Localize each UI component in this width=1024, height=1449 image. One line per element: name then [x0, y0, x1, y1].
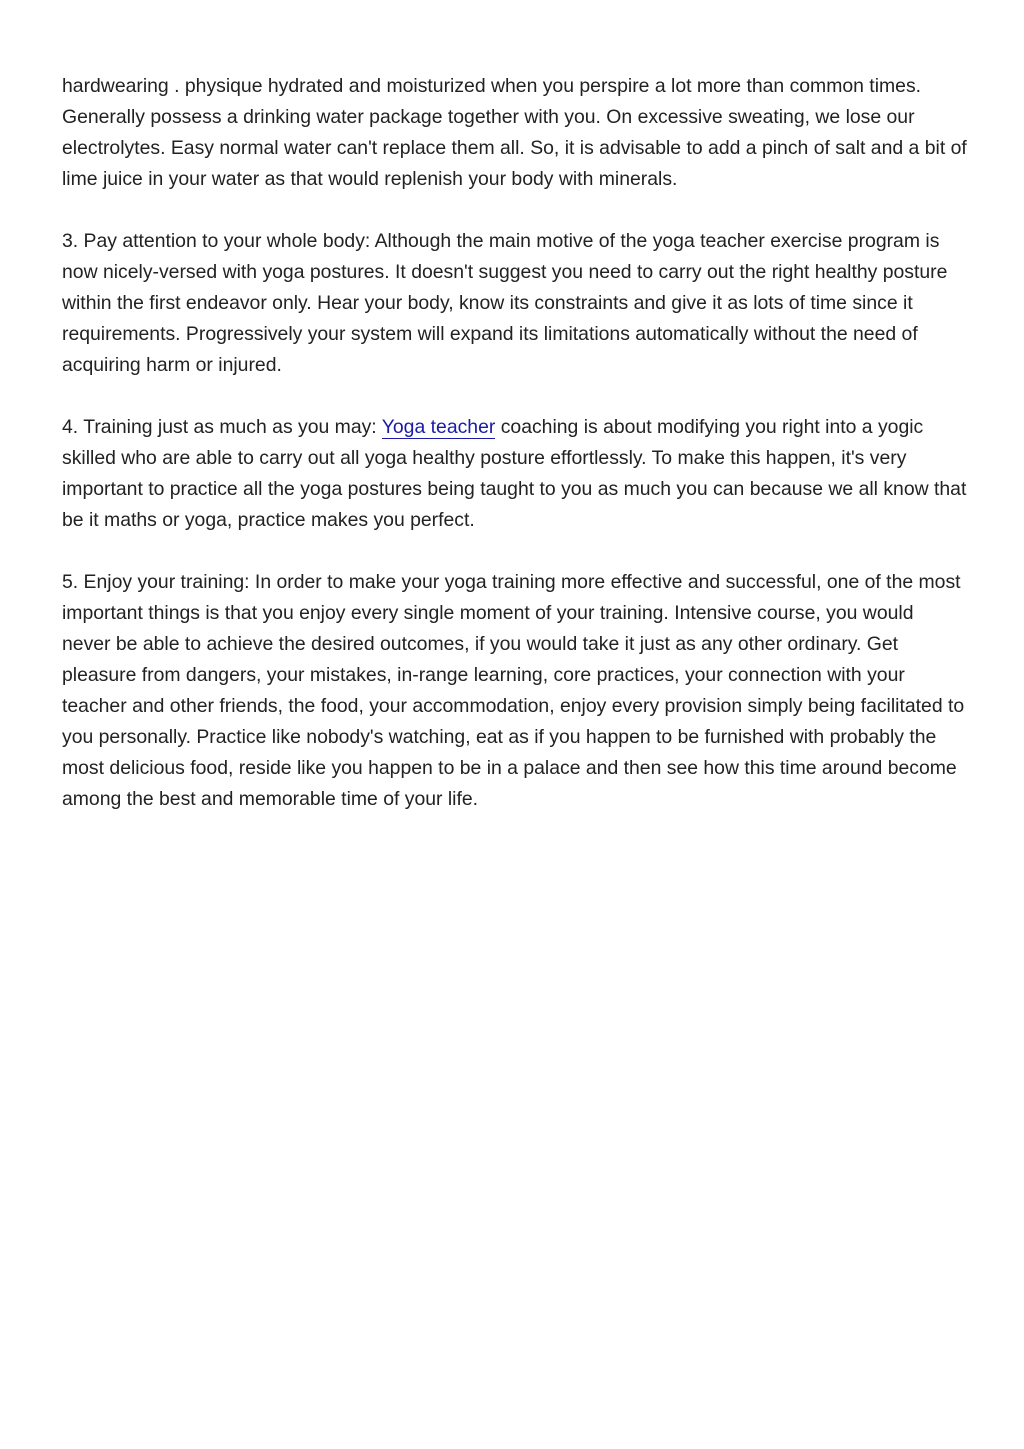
paragraph-enjoy-training: 5. Enjoy your training: In order to make your yoga training more effective and successful, one of the most important things is that you enjoy every single moment of your training. Intensive course, you would never be able to achieve the desired outcomes, if you would take it just as any other ordinary. Get pleasure from dangers, your mistakes, in-range learning, core practices, your connection with your teacher and other friends, the food, your accommodation, enjoy every provision simply being facilitated to you personally. Practice like nobody's watching, eat as if you happen to be furnished with probably the most delicious food, reside like you happen to be in a palace and then see how this time around become among the best and memorable time of your life. — [62, 571, 965, 810]
document-body — [62, 71, 967, 815]
paragraph-hydration: hardwearing . physique hydrated and moisturized when you perspire a lot more than common times. Generally possess a drinking water package together with you. On excessive sweating, we lose our electrolytes. Easy normal water can't replace them all. So, it is advisable to add a pinch of salt and a bit of lime juice in your water as that would replenish your body with minerals. — [62, 75, 967, 190]
paragraph-pay-attention: 3. Pay attention to your whole body: Although the main motive of the yoga teacher exercise program is now nicely-versed with yoga postures. It doesn't suggest you need to carry out the right healthy posture within the first endeavor only. Hear your body, know its constraints and give it as lots of time since it requirements. Progressively your system will expand its limitations automatically without the need of acquiring harm or injured. — [62, 230, 948, 376]
paragraph-training-rest: coaching is about modifying you right into a yogic skilled who are able to carry out all yoga healthy posture effortlessly. To make this happen, it's very important to practice all the yoga postures being taught to you as much you can because we all know that be it maths or yoga, practice makes you perfect. — [62, 416, 967, 531]
yoga-teacher-link[interactable]: Yoga teacher — [381, 416, 496, 438]
paragraph-training-intro: 4. Training just as much as you may: — [62, 416, 382, 438]
paragraph-training — [62, 412, 967, 536]
